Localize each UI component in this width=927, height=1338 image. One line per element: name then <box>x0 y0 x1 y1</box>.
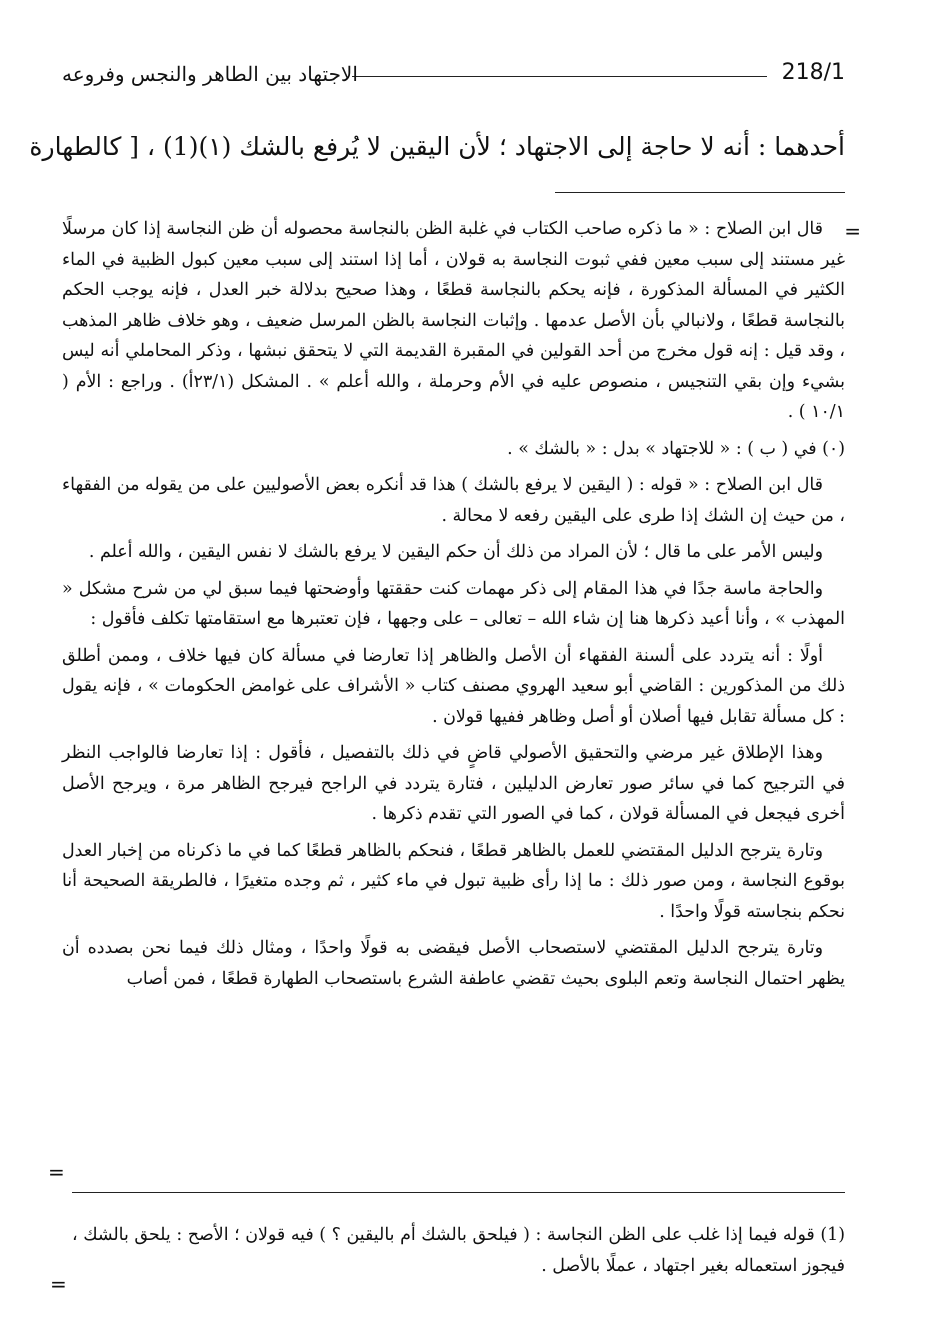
commentary-paragraph-2: قال ابن الصلاح : « قوله : ( اليقين لا يرفع بالشك ) هذا قد أنكره بعض الأصوليين على من يقوله من الفقهاء ، من حيث إن الشك إذا طرى على اليقين رفعه لا محالة . <box>62 475 845 526</box>
footnote-separator <box>72 1192 845 1193</box>
commentary-paragraph-1: قال ابن الصلاح : « ما ذكره صاحب الكتاب في غلبة الظن بالنجاسة محصوله أن ظن النجاسة إذا كان مرسلًا غير مستند إلى سبب معين ففي ثبوت النجاسة به قولان ، أما إذا استند إلى سبب معين كبول الظبية في الماء الكثير في المسألة المذكورة ، فإنه يحكم بالنجاسة قطعًا ، وهذا صحيح بدلالة خبر العدل ، فإنه يوجب الحكم بالنجاسة قطعًا ، ولانبالي بأن الأصل عدمها . وإثبات النجاسة بالظن المرسل ضعيف ، وهو خلاف ظاهر المذهب ، وقد قيل : إنه قول مخرج من أحد القولين في المقبرة القديمة التي لا يتحقق نبشها ، وذكر المحاملي أنه ليس بشيء وإن بقي التنجيس ، منصوص عليه في الأم وحرملة ، والله أعلم » . المشكل (٢٣/١أ) . وراجع : الأم ( ١٠/١ ) . <box>62 219 845 422</box>
main-text-rule <box>555 192 845 193</box>
commentary-paragraph-4: والحاجة ماسة جدًا في هذا المقام إلى ذكر مهمات كنت حققتها وأوضحتها فيما سبق لي من شرح مشكل « المهذب » ، وأنا أعيد ذكرها هنا إن شاء الله – تعالى – على وجهها ، فإن تعتبرها مع استقامتها تكلف فأقول : <box>62 578 845 629</box>
commentary-paragraph-6: وهذا الإطلاق غير مرضي والتحقيق الأصولي قاضٍ في ذلك بالتفصيل ، فأقول : إذا تعارضا فالواجب النظر في الترجيح كما في سائر صور تعارض الدليلين ، فتارة يتردد في الراجح فيرجح الظاهر مرة ، ويرجح الأصل أخرى فيجعل في المسألة قولان ، كما في الصور التي تقدم ذكرها . <box>62 743 846 824</box>
footnote-1: (1) قوله فيما إذا غلب على الظن النجاسة : ( فيلحق بالشك أم باليقين ؟ ) فيه قولان ؛ الأصح : يلحق بالشك ، فيجوز استعماله بغير اجتهاد ، عملًا بالأصل . <box>72 1225 845 1276</box>
commentary-paragraph-5: أولًا : أنه يتردد على ألسنة الفقهاء أن الأصل والظاهر إذا تعارضا في مسألة كان فيها خلاف ، وممن أطلق ذلك من المذكورين : القاضي أبو سعيد الهروي مصنف كتاب « الأشراف على غوامض الحكومات » ، فإنه يقول : كل مسألة تقابل فيها أصلان أو أصل وظاهر ففيها قولان . <box>62 645 845 727</box>
page-number: 218/1 <box>781 60 845 85</box>
continuation-mark-top: = <box>844 219 861 243</box>
commentary-note: (٠) في ( ب ) : « للاجتهاد » بدل : « بالشك » . <box>507 438 845 459</box>
main-text-line: أحدهما : أنه لا حاجة إلى الاجتهاد ؛ لأن اليقين لا يُرفع بالشك (١)(1) ، [ كالطهارة <box>29 132 845 161</box>
header-title: الاجتهاد بين الطاهر والنجس وفروعه <box>62 62 358 86</box>
commentary-paragraph-8: وتارة يترجح الدليل المقتضي لاستصحاب الأصل فيقضى به قولًا واحدًا ، ومثال ذلك فيما نحن بصدده أن يظهر احتمال النجاسة وتعم البلوى بحيث تقضي عاطفة الشرع باستصحاب الطهارة قطعًا ، فمن أصاب <box>62 938 845 989</box>
commentary-paragraph-7: وتارة يترجح الدليل المقتضي للعمل بالظاهر قطعًا ، فنحكم بالظاهر قطعًا كما في ما ذكرناه من إخبار العدل بوقوع النجاسة ، ومن صور ذلك : ما إذا رأى ظبية تبول في ماء كثير ، ثم وجده متغيرًا ، فالطريقة الصحيحة أنا نحكم بنجاسته قولًا واحدًا . <box>62 840 845 922</box>
continuation-mark-footnote: = <box>50 1272 67 1296</box>
header-rule <box>352 76 767 77</box>
footnotes <box>72 1220 845 1282</box>
commentary-paragraph-3: وليس الأمر على ما قال ؛ لأن المراد من ذلك أن حكم اليقين لا يرفع بالشك لا نفس اليقين ، والله أعلم . <box>88 542 823 562</box>
commentary-body <box>62 214 845 1000</box>
running-header <box>62 58 845 98</box>
continuation-mark-bottom: = <box>48 1160 65 1184</box>
